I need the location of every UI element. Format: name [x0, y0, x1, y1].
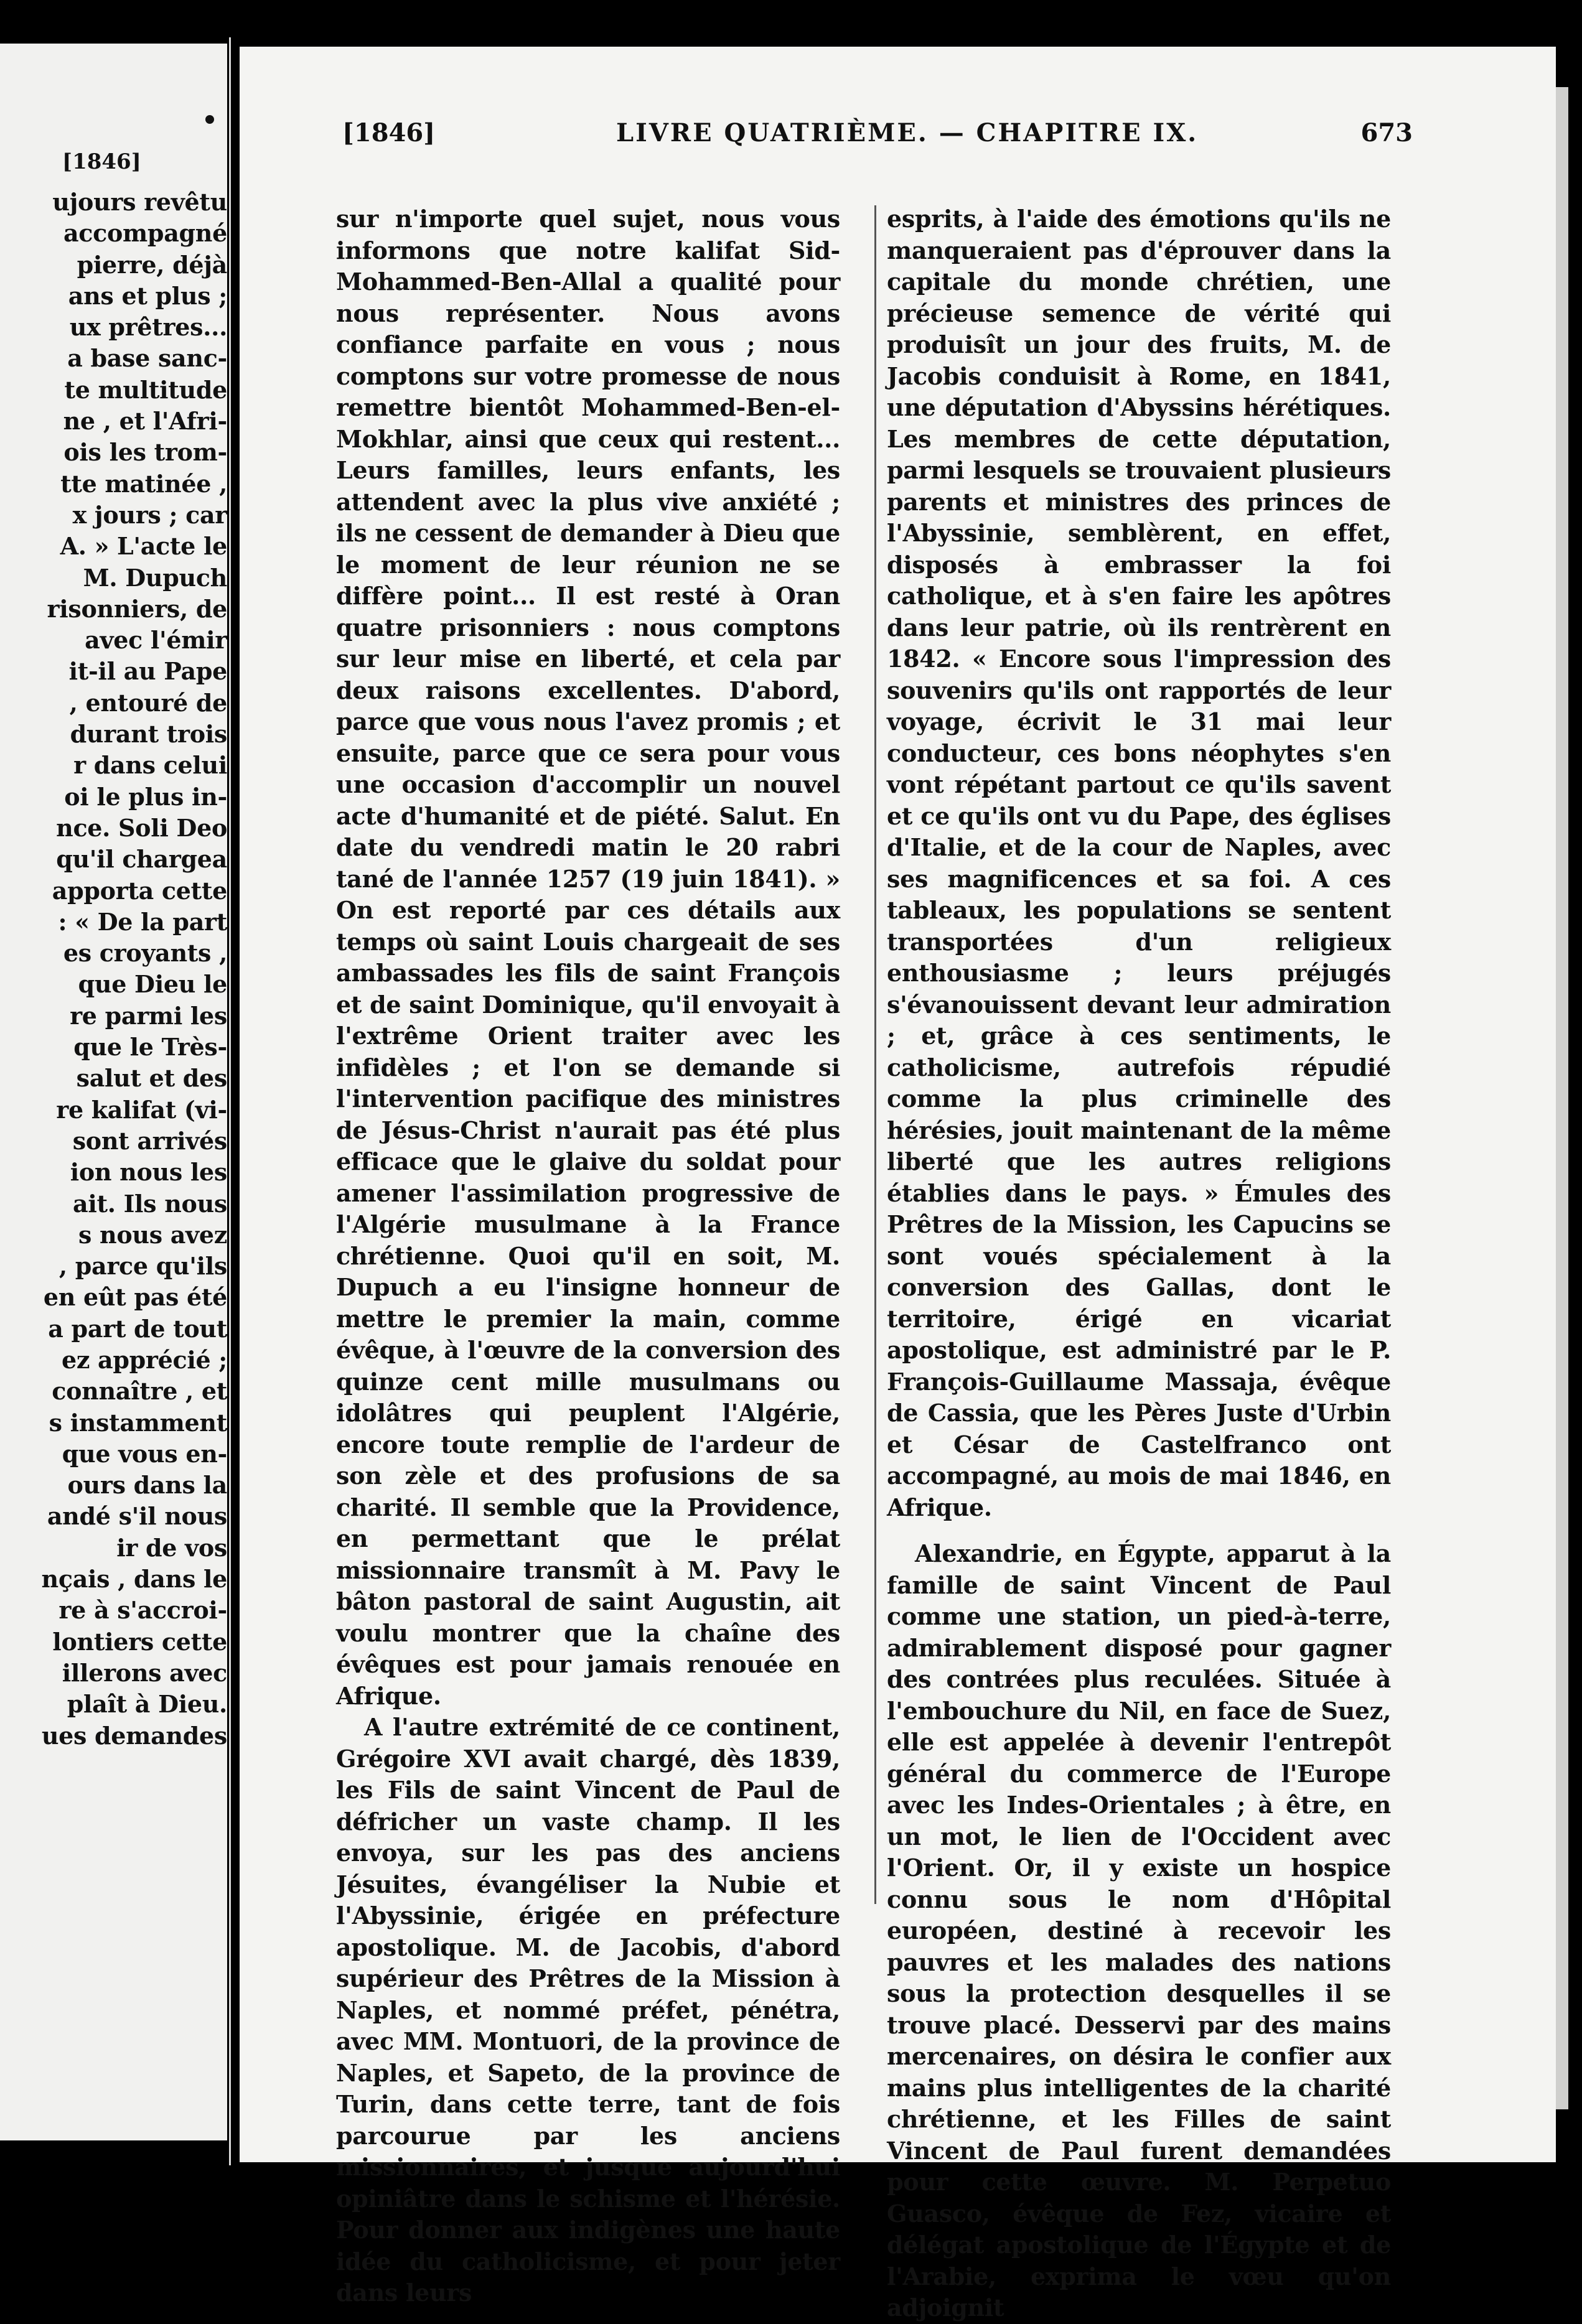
previous-page-line: accompagné: [63, 219, 227, 248]
previous-page-line: ois les trom-: [63, 438, 227, 467]
previous-page-line: connaître , et: [52, 1377, 227, 1406]
previous-page-line: : « De la part: [58, 907, 227, 936]
previous-page-line: A. » L'acte le: [60, 532, 227, 561]
previous-page-line: s nous avez: [78, 1220, 227, 1249]
ink-dot: [205, 115, 214, 124]
previous-page-line: ues demandes: [41, 1721, 227, 1750]
previous-page-line: salut et des: [76, 1064, 227, 1093]
previous-page-line: a base sanc-: [67, 344, 227, 373]
previous-page-line: a part de tout: [48, 1314, 227, 1343]
previous-page-line: M. Dupuch: [83, 563, 227, 592]
previous-page-line: ir de vos: [116, 1533, 227, 1562]
left-paragraph-1: sur n'importe quel sujet, nous vous informons que notre kalifat Sid-Mohammed-Ben-Allal a qualité pour nous représenter. Nous avons confiance parfaite en vous ; nous comptons sur votre promesse de nous remettre bientôt Mohammed-Ben-el-Mokhlar, ainsi que ceux qui restent... Leurs familles, leurs enfants, les attendent avec la plus vive anxiété ; ils ne cessent de demander à Dieu que le moment de leur réunion ne se diffère point... Il est resté à Oran quatre prisonniers : nous comptons sur leur mise en liberté, et cela par deux raisons excellentes. D'abord, parce que vous nous l'avez promis ; et ensuite, parce que ce sera pour vous une occasion d'accomplir un nouvel acte d'humanité et de piété. Salut. En date du vendredi matin le 20 rabri tané de l'année 1257 (19 juin 1841). » On est reporté par ces détails aux temps où saint Louis chargeait de ses ambassades les fils de saint François et de saint Dominique, qu'il envoyait à l'extrême Orient traiter avec les infidèles ; et l'on se demande si l'intervention pacifique des ministres de Jésus-Christ n'aurait pas été plus efficace que le glaive du soldat pour amener l'assimilation progressive de l'Algérie musulmane à la France chrétienne. Quoi qu'il en soit, M. Dupuch a eu l'insigne honneur de mettre le premier la main, comme évêque, à l'œuvre de la conversion des quinze cent mille musulmans ou idolâtres qui peuplent l'Algérie, encore toute remplie de l'ardeur de son zèle et des profusions de sa charité. Il semble que la Providence, en permettant que le prélat missionnaire transmît à M. Pavy le bâton pastoral de saint Augustin, ait voulu montrer que la chaîne des évêques est pour jamais renouée en Afrique.: [336, 205, 840, 1710]
previous-page-line: ans et plus ;: [68, 281, 227, 310]
previous-page-line: sont arrivés: [72, 1126, 227, 1155]
previous-page-line: que le Très-: [73, 1033, 227, 1062]
previous-page-line: nce. Soli Deo: [56, 813, 227, 842]
gutter-line: [229, 37, 231, 2165]
previous-page-line: risonniers, de: [47, 594, 227, 623]
previous-page-line: apporta cette: [52, 876, 227, 905]
previous-page-line: pierre, déjà: [77, 250, 227, 279]
previous-page-line: , entouré de: [69, 688, 227, 717]
previous-page-line: x jours ; car: [72, 500, 227, 529]
previous-page-line: lontiers cette: [52, 1627, 227, 1656]
previous-page-line: it-il au Pape: [68, 657, 227, 686]
previous-page-line: avec l'émir: [85, 626, 227, 655]
previous-page-line: oi le plus in-: [64, 782, 227, 811]
previous-page-line: ne , et l'Afri-: [63, 407, 227, 436]
left-text-column: [336, 203, 840, 2309]
previous-page-line: , parce qu'ils: [59, 1252, 227, 1281]
previous-page-line: ion nous les: [70, 1158, 227, 1187]
previous-page-running-head: [1846]: [62, 149, 141, 174]
previous-page-line: tte matinée ,: [60, 469, 227, 498]
previous-page-line: en eût pas été: [43, 1283, 227, 1312]
previous-page-line: que Dieu le: [78, 970, 227, 999]
page-edge: [1556, 87, 1568, 2109]
previous-page-text-fragments: [0, 187, 227, 1752]
previous-page-line: re kalifat (vi-: [56, 1095, 227, 1124]
left-paragraph-2: A l'autre extrémité de ce continent, Grégoire XVI avait chargé, dès 1839, les Fils de saint Vincent de Paul de défricher un vaste champ. Il les envoya, sur les pas des anciens Jésuites, évangéliser la Nubie et l'Abyssinie, érigée en préfecture apostolique. M. de Jacobis, d'abord supérieur des Prêtres de la Mission à Naples, et nommé préfet, pénétra, avec MM. Montuori, de la province de Naples, et Sapeto, de la province de Turin, dans cette terre, tant de fois parcourue par les anciens missionnaires, et jusque aujourd'hui opiniâtre dans le schisme et l'hérésie. Pour donner aux indigènes une haute idée du catholicisme, et pour jeter dans leurs: [336, 1713, 840, 2307]
right-paragraph-2: Alexandrie, en Égypte, apparut à la famille de saint Vincent de Paul comme une station, un pied-à-terre, admirablement disposé pour gagner des contrées plus reculées. Située à l'embouchure du Nil, en face de Suez, elle est appelée à devenir l'entrepôt général du commerce de l'Europe avec les Indes-Orientales ; à être, en un mot, le lien de l'Occident avec l'Orient. Or, il y existe un hospice connu sous le nom d'Hôpital européen, destiné à recevoir les pauvres et les malades des nations sous la protection desquelles il se trouve placé. Desservi par des mains mercenaires, on désira le confier aux mains plus intelligentes de la charité chrétienne, et les Filles de saint Vincent de Paul furent demandées pour cette œuvre. M. Perpetuo Guasco, évêque de Fez, vicaire et délégat apostolique de l'Égypte et de l'Arabie, exprima le vœu qu'on adjoignit: [887, 1539, 1391, 2322]
previous-page-line: qu'il chargea: [56, 845, 227, 874]
previous-page-line: illerons avec: [62, 1658, 227, 1687]
previous-page-line: r dans celui: [73, 751, 227, 780]
header-year: [1846]: [342, 118, 436, 147]
previous-page-line: ux prêtres...: [69, 313, 227, 342]
page-number: 673: [1360, 118, 1413, 147]
previous-page-line: s instamment: [49, 1408, 227, 1437]
column-divider: [874, 205, 876, 1904]
previous-page-line: ours dans la: [67, 1471, 227, 1500]
previous-page-line: durant trois: [70, 720, 227, 749]
running-header: [342, 118, 1413, 156]
previous-page-fragment: [0, 44, 227, 2140]
header-title: LIVRE QUATRIÈME. — CHAPITRE IX.: [616, 118, 1199, 147]
previous-page-line: ez apprécié ;: [61, 1345, 227, 1374]
previous-page-line: plaît à Dieu.: [67, 1690, 227, 1719]
previous-page-line: que vous en-: [62, 1439, 227, 1468]
previous-page-line: nçais , dans le: [41, 1565, 227, 1594]
previous-page-line: ait. Ils nous: [73, 1189, 227, 1218]
previous-page-line: es croyants ,: [63, 939, 227, 968]
previous-page-line: andé s'il nous: [47, 1502, 227, 1531]
previous-page-line: te multitude: [64, 375, 227, 404]
right-text-column: [887, 203, 1391, 2324]
previous-page-line: re à s'accroi-: [59, 1596, 227, 1625]
previous-page-line: re parmi les: [70, 1001, 227, 1030]
right-paragraph-1: esprits, à l'aide des émotions qu'ils ne manqueraient pas d'éprouver dans la capitale du monde chrétien, une précieuse semence de vérité qui produisît un jour des fruits, M. de Jacobis conduisit à Rome, en 1841, une députation d'Abyssins hérétiques. Les membres de cette députation, parmi lesquels se trouvaient plusieurs parents et ministres des princes de l'Abyssinie, semblèrent, en effet, disposés à embrasser la foi catholique, et à s'en faire les apôtres dans leur patrie, où ils rentrèrent en 1842. « Encore sous l'impression des souvenirs qu'ils ont rapportés de leur voyage, écrivit le 31 mai leur conducteur, ces bons néophytes s'en vont répétant partout ce qu'ils savent et ce qu'ils ont vu du Pape, des églises d'Italie, et de la cour de Naples, avec ses magnificences et sa foi. A ces tableaux, les populations se sentent transportées d'un religieux enthousiasme ; leurs préjugés s'évanouissent devant leur admiration ; et, grâce à ces sentiments, le catholicisme, autrefois répudié comme la plus criminelle des hérésies, jouit maintenant de la même liberté que les autres religions établies dans le pays. » Émules des Prêtres de la Mission, les Capucins se sont voués spécialement à la conversion des Gallas, dont le territoire, érigé en vicariat apostolique, est administré par le P. François-Guillaume Massaja, évêque de Cassia, que les Pères Juste d'Urbin et César de Castelfranco ont accompagné, au mois de mai 1846, en Afrique.: [887, 205, 1391, 1521]
previous-page-line: ujours revêtu: [52, 188, 227, 216]
